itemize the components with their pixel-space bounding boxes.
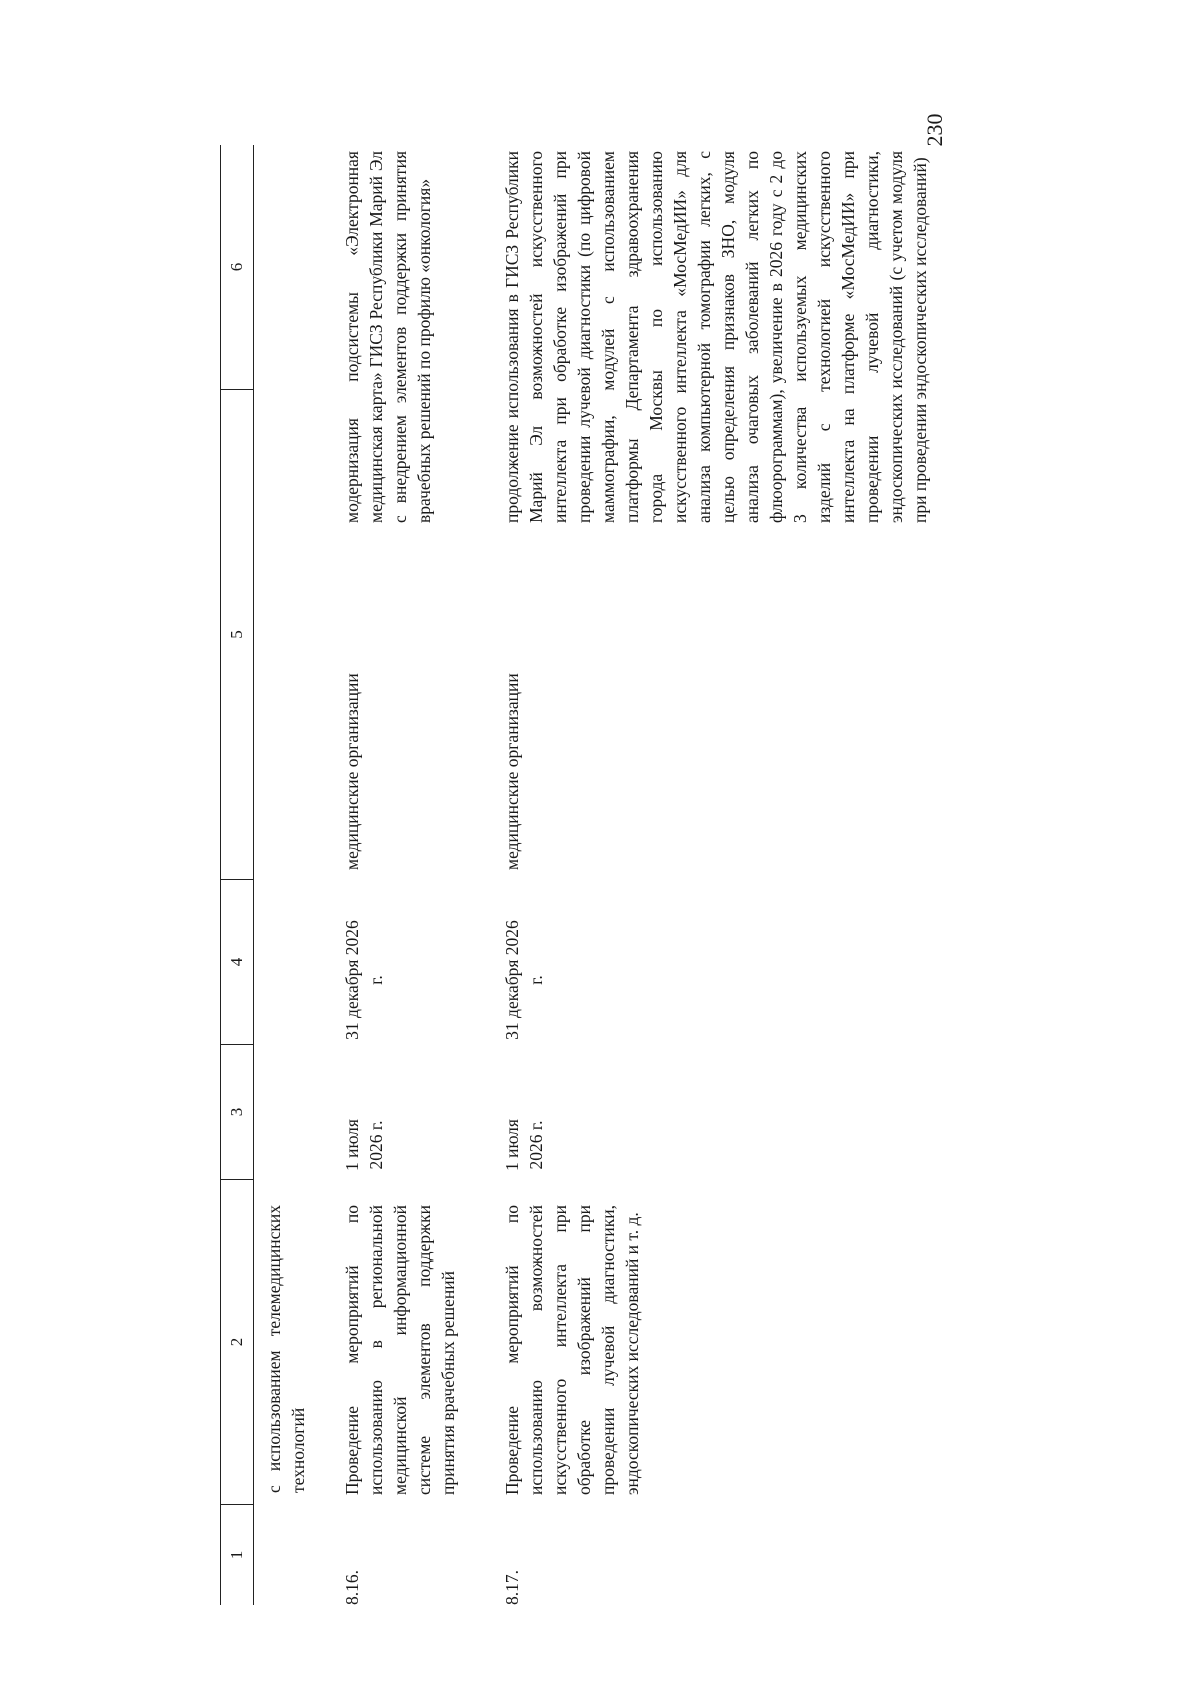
row-number: 8.16. — [342, 1570, 362, 1605]
column-number-2: 2 — [221, 1180, 253, 1505]
row-start-date: 1 июля 2026 г. — [502, 1119, 546, 1171]
row-result: продолжение использования в ГИСЗ Республики Марий Эл возможностей искусственного интеллекта при обработке изображений при проведении лучевой диагностики (по цифровой маммографии, модулей с использованием платформы Департамента здравоохранения города Москвы по использованию искусственного интеллекта «МосМедИИ» для анализа компьютерной томографии легких, с целью определения признаков ЗНО, модуля анализа очаговых заболеваний легких по флюорограммам), увеличение в 2026 году с 2 до 3 количества используемых медицинских изделий с технологией искусственного интеллекта на платформе «МосМедИИ» при проведении лучевой диагностики, эндоскопических исследований (с учетом модуля при проведении эндоскопических исследований) — [502, 151, 930, 523]
row-result: модернизация подсистемы «Электронная медицинская карта» ГИСЗ Республики Марий Эл с внедрением элементов поддержки принятия врачебных решений по профилю «онкология» — [342, 151, 434, 523]
row-number: 8.17. — [502, 1570, 522, 1605]
row-action: Проведение мероприятий по использованию возможностей искусственного интеллекта при обработке изображений при проведении лучевой диагностики, эндоскопических исследований и т. д. — [502, 1205, 642, 1495]
row-end-date: 31 декабря 2026 г. — [342, 920, 386, 1040]
row-start-date: 1 июля 2026 г. — [342, 1119, 386, 1171]
page-number: 230 — [922, 113, 947, 147]
column-number-5: 5 — [221, 390, 253, 880]
column-number-1: 1 — [227, 1550, 246, 1560]
continuation-text: с использованием телемедицинских технологий — [264, 1205, 308, 1493]
column-number-3: 3 — [221, 1045, 253, 1180]
column-number-4: 4 — [221, 880, 253, 1045]
row-responsible: медицинские организации — [502, 673, 522, 870]
row-responsible: медицинские организации — [342, 673, 362, 870]
landscape-table — [220, 145, 1020, 1605]
column-number-header — [220, 145, 254, 1605]
row-end-date: 31 декабря 2026 г. — [502, 920, 546, 1040]
column-number-6: 6 — [221, 145, 253, 390]
row-action: Проведение мероприятий по использованию в региональной медицинской информационной системе элементов поддержки принятия врачебных решений — [342, 1205, 458, 1495]
